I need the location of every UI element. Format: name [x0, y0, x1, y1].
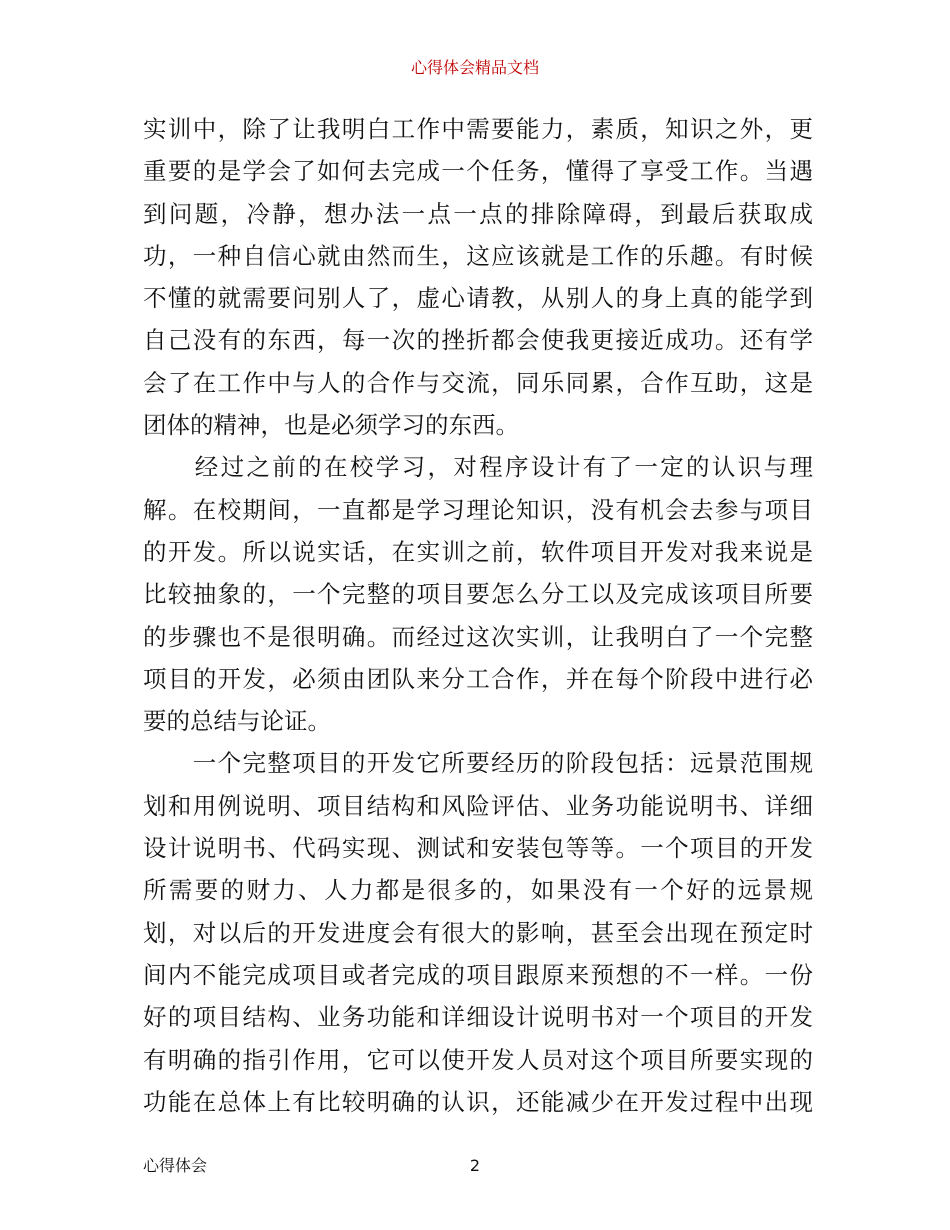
body-line: 比较抽象的，一个完整的项目要怎么分工以及完成该项目所要 — [143, 580, 813, 609]
body-line-paragraph-start: 一个完整项目的开发它所要经历的阶段包括：远景范围规 — [143, 749, 813, 778]
document-body — [143, 108, 813, 1123]
body-line: 功能在总体上有比较明确的认识，还能减少在开发过程中出现 — [143, 1087, 813, 1116]
body-line: 所需要的财力、人力都是很多的，如果没有一个好的远景规 — [143, 876, 813, 905]
body-line: 有明确的指引作用，它可以使开发人员对这个项目所要实现的 — [143, 1045, 813, 1074]
body-line: 好的项目结构、业务功能和详细设计说明书对一个项目的开发 — [143, 1003, 813, 1032]
body-line-paragraph-end: 团体的精神，也是必须学习的东西。 — [143, 411, 519, 440]
body-line: 到问题，冷静，想办法一点一点的排除障碍，到最后获取成 — [143, 199, 813, 228]
body-line: 重要的是学会了如何去完成一个任务，懂得了享受工作。当遇 — [143, 157, 813, 186]
body-line: 功，一种自信心就由然而生，这应该就是工作的乐趣。有时候 — [143, 241, 813, 270]
body-line-paragraph-end: 要的总结与论证。 — [143, 707, 331, 736]
body-line: 自己没有的东西，每一次的挫折都会使我更接近成功。还有学 — [143, 326, 813, 355]
page-number: 2 — [469, 1156, 481, 1175]
body-line: 设计说明书、代码实现、测试和安装包等等。一个项目的开发 — [143, 834, 813, 863]
body-line: 解。在校期间，一直都是学习理论知识，没有机会去参与项目 — [143, 495, 813, 524]
body-line-paragraph-start: 经过之前的在校学习，对程序设计有了一定的认识与理 — [143, 453, 813, 482]
body-line: 的开发。所以说实话，在实训之前，软件项目开发对我来说是 — [143, 537, 813, 566]
body-line: 划和用例说明、项目结构和风险评估、业务功能说明书、详细 — [143, 791, 813, 820]
body-line: 的步骤也不是很明确。而经过这次实训，让我明白了一个完整 — [143, 622, 813, 651]
body-line: 划，对以后的开发进度会有很大的影响，甚至会出现在预定时 — [143, 918, 813, 947]
footer-label: 心得体会 — [143, 1156, 208, 1175]
body-line: 不懂的就需要问别人了，虚心请教，从别人的身上真的能学到 — [143, 284, 813, 313]
body-line: 间内不能完成项目或者完成的项目跟原来预想的不一样。一份 — [143, 960, 813, 989]
body-line: 实训中，除了让我明白工作中需要能力，素质，知识之外，更 — [143, 115, 813, 143]
body-line: 会了在工作中与人的合作与交流，同乐同累，合作互助，这是 — [143, 368, 813, 397]
body-line: 项目的开发，必须由团队来分工合作，并在每个阶段中进行必 — [143, 664, 813, 693]
document-header-title: 心得体会精品文档 — [410, 58, 539, 77]
